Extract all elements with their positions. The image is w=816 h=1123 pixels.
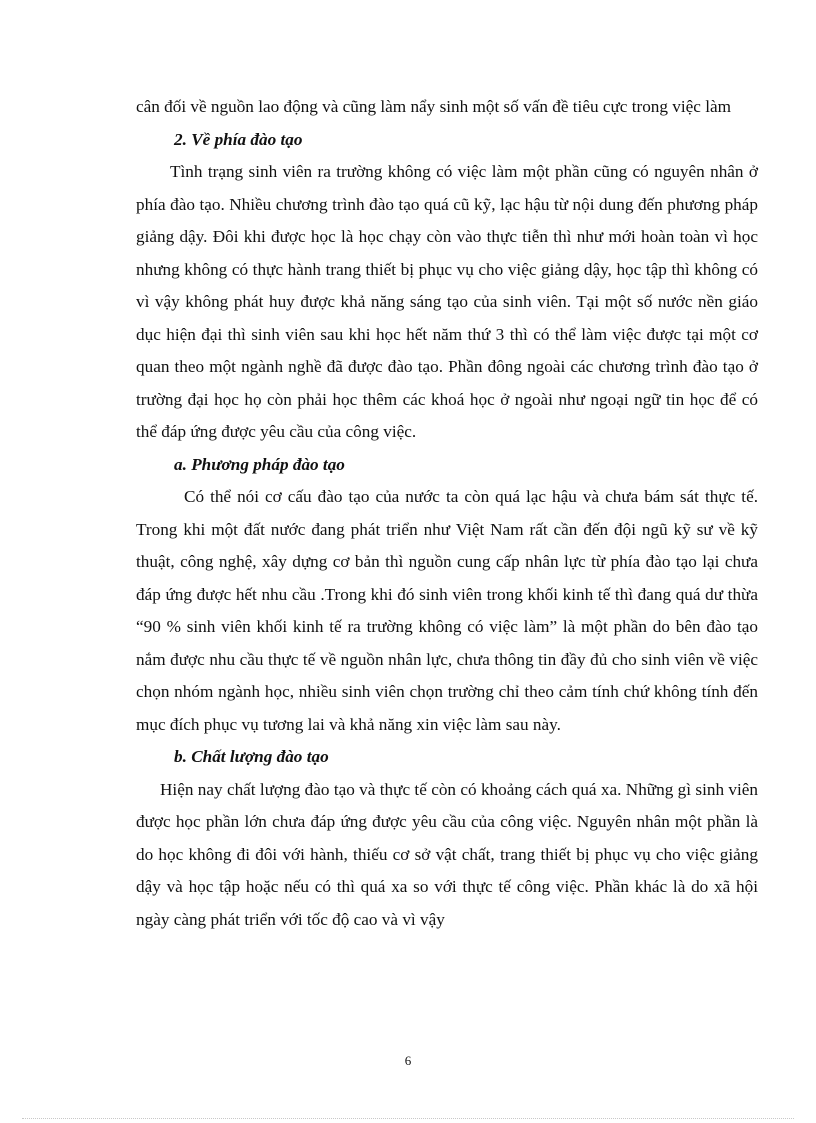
paragraph-training-method: Có thể nói cơ cấu đào tạo của nước ta còn quá lạc hậu và chưa bám sát thực tế. Trong khi một đất nước đang phát triển như Việt Nam rất cần đến đội ngũ kỹ sư về kỹ thuật, công nghệ, xây dựng cơ bản thì nguồn cung cấp nhân lực từ phía đào tạo lại chưa đáp ứng được hết nhu cầu .Trong khi đó sinh viên trong khối kinh tế thì đang quá dư thừa “90 % sinh viên khối kinh tế ra trường không có việc làm” là một phần do bên đào tạo nắm được nhu cầu thực tế về nguồn nhân lực, chưa thông tin đầy đủ cho sinh viên về việc chọn nhóm ngành học, nhiều sinh viên chọn trường chỉ theo cảm tính chứ không tính đến mục đích phục vụ tương lai và khả năng xin việc làm sau này.	[136, 487, 758, 734]
document-body	[136, 91, 758, 936]
subsection-heading-training-quality: b. Chất lượng đào tạo	[174, 747, 329, 766]
paragraph-training-side: Tình trạng sinh viên ra trường không có việc làm một phần cũng có nguyên nhân ở phía đào tạo. Nhiều chương trình đào tạo quá cũ kỹ, lạc hậu từ nội dung đến phương pháp giảng dậy. Đôi khi được học là học chạy còn vào thực tiễn thì như mới hoàn toàn vì học nhưng không có thực hành trang thiết bị phục vụ cho việc giảng dậy, học tập thì không có vì vậy không phát huy được khả năng sáng tạo của sinh viên. Tại một số nước nền giáo dục hiện đại thì sinh viên sau khi học hết năm thứ 3 thì có thể làm việc được tại một cơ quan theo một ngành nghề đã được đào tạo. Phần đông ngoài các chương trình đào tạo ở trường đại học họ còn phải học thêm các khoá học ở ngoài như ngoại ngữ tin học để có thể đáp ứng được yêu cầu của công việc.	[136, 162, 758, 441]
subsection-heading-training-method: a. Phương pháp đào tạo	[174, 454, 345, 474]
section-heading-training: 2. Về phía đào tạo	[174, 129, 303, 149]
paragraph-intro-continuation: cân đối về nguồn lao động và cũng làm nẩy sinh một số vấn đề tiêu cực trong việc làm	[136, 97, 731, 116]
page-number: 6	[404, 1053, 412, 1068]
footer-dotted-rule	[22, 1118, 794, 1119]
paragraph-training-quality: Hiện nay chất lượng đào tạo và thực tế còn có khoảng cách quá xa. Những gì sinh viên được học phần lớn chưa đáp ứng được yêu cầu của công việc. Nguyên nhân một phần là do học không đi đôi với hành, thiếu cơ sở vật chất, trang thiết bị phục vụ cho việc giảng dậy và học tập hoặc nếu có thì quá xa so với thực tế công việc. Phần khác là do xã hội ngày càng phát triển với tốc độ cao và vì vậy	[136, 779, 758, 929]
